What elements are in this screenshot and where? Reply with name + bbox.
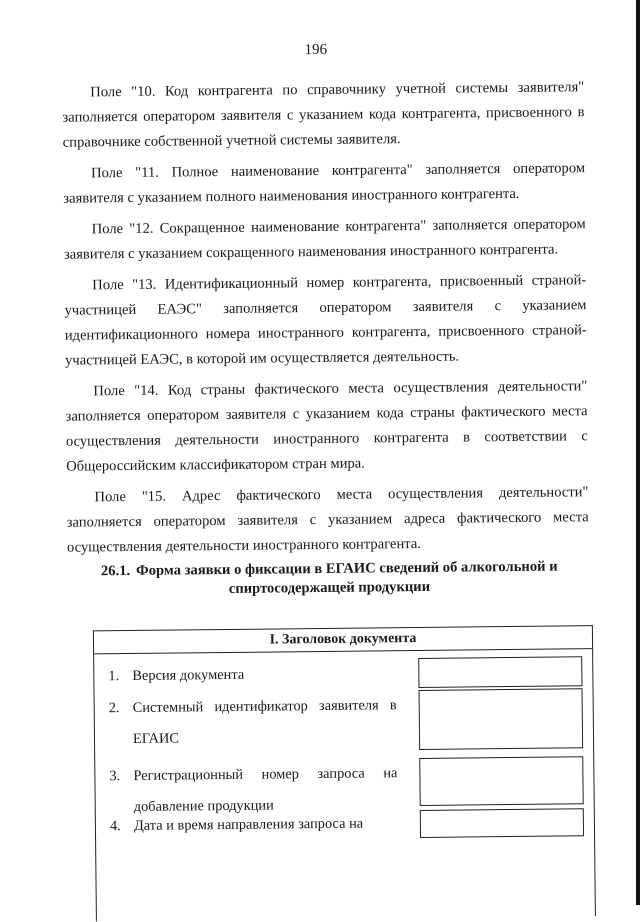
request-form: [93, 625, 596, 921]
row-number: 3.: [109, 768, 121, 785]
system-id-field[interactable]: [419, 688, 584, 750]
section-number: 26.1.: [100, 562, 131, 580]
form-row-document-version: [94, 656, 592, 691]
section-title-line1: Форма заявки о фиксации в ЕГАИС сведений об алкогольной и: [136, 558, 558, 579]
row-label: Дата и время направления запроса на: [133, 815, 364, 834]
row-label: Регистрационный номер запроса на добавление продукции: [133, 765, 398, 815]
section-heading: [69, 557, 589, 600]
paragraph-field-15: Поле "15. Адрес фактического места осуществления деятельности" заполняется оператором заявителя с указанием адреса фактического места осуществления деятельности иностранного контрагента.: [66, 484, 589, 556]
paragraph-field-13: Поле "13. Идентификационный номер контрагента, присвоенный страной-участницей ЕАЭС" заполняется оператором заявителя с указанием идентификационного номера иностранного контрагента, присвоенного страной-участницей ЕАЭС, в которой им осуществляется деятельность.: [64, 272, 587, 369]
body-text: [62, 75, 589, 566]
row-number: 2.: [108, 700, 120, 717]
page-number: 196: [304, 41, 328, 59]
paragraph-field-14: Поле "14. Код страны фактического места осуществления деятельности" заполняется оператором заявителя с указанием кода страны фактического места осуществления деятельности иностранного контрагента в соответствии с Общероссийским классификатором стран мира.: [65, 378, 588, 475]
request-datetime-field[interactable]: [420, 808, 584, 838]
row-label: Системный идентификатор заявителя в ЕГАИС: [132, 697, 397, 747]
paragraph-field-11: Поле "11. Полное наименование контрагента" заполняется оператором заявителя с указанием полного наименования иностранного контрагента.: [63, 160, 586, 207]
form-row-system-id: [95, 688, 594, 757]
paragraph-field-10: Поле "10. Код контрагента по справочнику учетной системы заявителя" заполняется оператором заявителя с указанием кода контрагента, присвоенного в справочнике собственной учетной системы заявителя.: [62, 79, 585, 151]
form-section-header: I. Заголовок документа: [94, 626, 592, 654]
row-label: Версия документа: [132, 666, 245, 684]
row-number: 4.: [109, 818, 121, 835]
paragraph-field-12: Поле "12. Сокращенное наименование контрагента" заполняется оператором заявителя с указанием сокращенного наименования иностранного контрагента.: [63, 216, 586, 263]
document-version-field[interactable]: [418, 656, 582, 688]
section-title-line2: спиртосодержащей продукции: [228, 578, 431, 597]
form-row-request-datetime: [96, 806, 594, 851]
row-number: 1.: [108, 668, 120, 685]
registration-number-field[interactable]: [419, 756, 583, 806]
